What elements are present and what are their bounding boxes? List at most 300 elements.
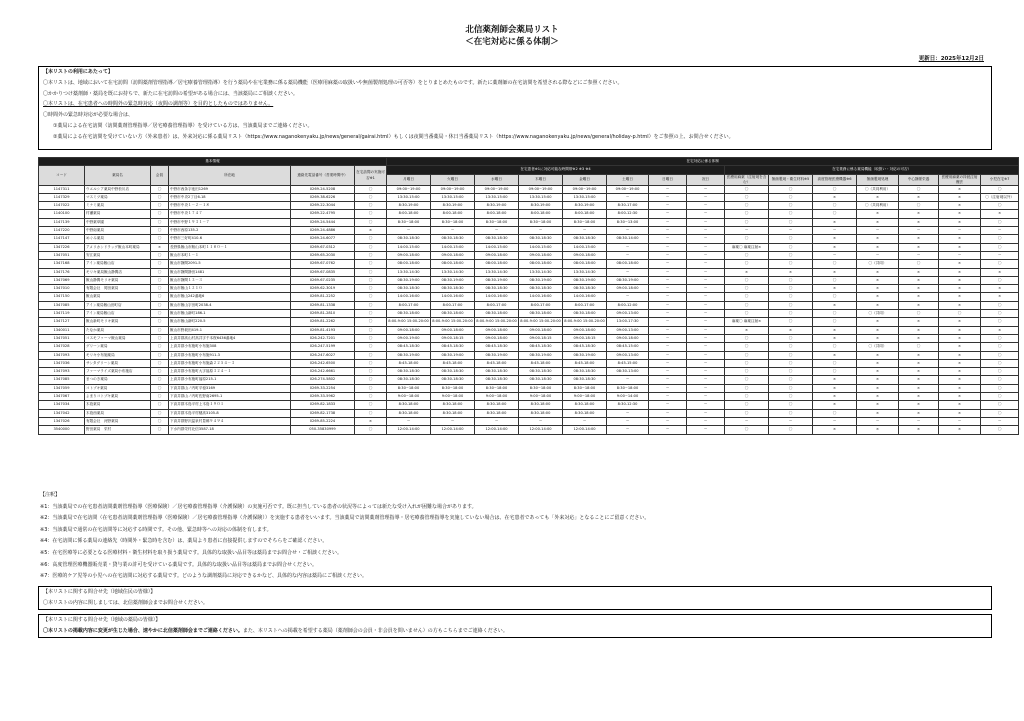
- table-cell: 8:30-18:00: [475, 409, 519, 417]
- table-cell: 8:45-18:00: [387, 359, 431, 367]
- table-cell: 〇: [355, 334, 387, 342]
- table-cell: 〇: [725, 343, 769, 351]
- table-cell: 8:00-9:00 15:00-20:00: [431, 318, 475, 326]
- table-cell: 下高井郡山ノ内町佐野南2695-1: [169, 393, 291, 401]
- table-cell: ー: [649, 251, 687, 259]
- table-cell: ー: [607, 193, 649, 201]
- table-cell: 上高井郡小布施町小布施308: [169, 343, 291, 351]
- table-cell: グリーン薬局: [85, 343, 151, 351]
- table-cell: 8:30-18:00: [387, 401, 431, 409]
- table-cell: 08:30-19:00: [475, 351, 519, 359]
- table-cell: ×: [899, 193, 939, 201]
- table-cell: 0269-62-3019: [291, 285, 355, 293]
- table-cell: 飯山市飯山字田町2038-4: [169, 301, 291, 309]
- table-cell: 〇: [725, 384, 769, 392]
- table-cell: 9:00~14:00: [607, 393, 649, 401]
- table-cell: 8:30-18:00: [519, 409, 563, 417]
- table-cell: 〇: [981, 343, 1019, 351]
- table-cell: 1140100: [39, 210, 85, 218]
- table-cell: ー: [649, 227, 687, 235]
- table-cell: ー: [687, 210, 725, 218]
- table-cell: ×: [813, 235, 857, 243]
- table-cell: 〇: [981, 393, 1019, 401]
- table-cell: ー: [813, 251, 857, 259]
- table-cell: 8:45-18:00: [519, 359, 563, 367]
- table-cell: 09:00-18:00: [607, 334, 649, 342]
- table-cell: 〇: [981, 276, 1019, 284]
- table-cell: 中野市中央2丁目6-18: [169, 193, 291, 201]
- table-cell: 〇: [769, 235, 813, 243]
- table-cell: ×: [939, 268, 981, 276]
- notes-heading: 【注釈】: [40, 492, 61, 498]
- table-cell: 〇: [981, 359, 1019, 367]
- table-row: [39, 285, 1019, 293]
- table-cell: 08:45-18:30: [475, 343, 519, 351]
- table-cell: 〇: [813, 202, 857, 210]
- table-cell: ー: [649, 359, 687, 367]
- table-row: [39, 235, 1019, 243]
- table-cell: ー: [687, 235, 725, 243]
- table-cell: 〇: [151, 301, 169, 309]
- table-cell: 1340011: [39, 326, 85, 334]
- table-cell: 〇: [769, 426, 813, 434]
- table-cell: ー: [563, 417, 607, 425]
- header-member: 会員: [151, 166, 169, 185]
- table-cell: 〇: [725, 260, 769, 268]
- table-row: [39, 243, 1019, 251]
- table-cell: 0269-67-0762: [291, 260, 355, 268]
- table-cell: まつのき薬局: [85, 376, 151, 384]
- table-cell: ー: [687, 318, 725, 326]
- table-cell: ー: [687, 268, 725, 276]
- table-cell: 〇: [769, 285, 813, 293]
- table-cell: ×: [813, 218, 857, 226]
- table-cell: 9:00~18:00: [519, 393, 563, 401]
- table-cell: 08:30-19:00: [519, 351, 563, 359]
- table-cell: 08:30-18:30: [475, 235, 519, 243]
- table-cell: 上高井郡小布施町小布施森２２５４－３: [169, 359, 291, 367]
- table-cell: ー: [431, 417, 475, 425]
- table-cell: 13:30-15:00: [431, 193, 475, 201]
- table-cell: ー: [687, 218, 725, 226]
- table-cell: ×: [813, 301, 857, 309]
- table-cell: 〇（共同利用）: [857, 202, 899, 210]
- table-cell: ー: [981, 417, 1019, 425]
- table-cell: モリキ薬局飯山静間店: [85, 268, 151, 276]
- table-cell: ×: [939, 318, 981, 326]
- table-cell: 08:00-18:00: [563, 260, 607, 268]
- table-cell: ×: [899, 243, 939, 251]
- table-cell: 08:30-19:00: [387, 276, 431, 284]
- table-cell: 09:00-19:00: [387, 334, 431, 342]
- table-cell: ×: [939, 210, 981, 218]
- table-cell: 0269-67-0312: [291, 243, 355, 251]
- table-cell: ×: [899, 235, 939, 243]
- table-cell: ×: [939, 343, 981, 351]
- table-cell: 08:30-18:30: [563, 376, 607, 384]
- table-cell: 中野市西原135-2: [169, 227, 291, 235]
- table-cell: 09:00~19:00: [519, 185, 563, 193]
- table-cell: 飯山市野坂田419-1: [169, 326, 291, 334]
- table-cell: 〇: [981, 301, 1019, 309]
- header-address: 所在地: [169, 166, 291, 185]
- table-cell: ー: [939, 227, 981, 235]
- table-cell: ×: [939, 401, 981, 409]
- table-cell: 〇: [725, 235, 769, 243]
- table-cell: 0269-67-0235: [291, 276, 355, 284]
- table-cell: 8:00-9:00 15:00-20:00: [387, 318, 431, 326]
- table-cell: ー: [607, 268, 649, 276]
- table-cell: ー: [649, 384, 687, 392]
- table-cell: 8:00-9:00 15:00-20:00: [563, 318, 607, 326]
- table-row: [39, 359, 1019, 367]
- table-cell: 〇: [981, 218, 1019, 226]
- table-cell: 8:45-15:00: [607, 359, 649, 367]
- contact-residents-box: [38, 586, 992, 610]
- table-cell: 〇: [355, 210, 387, 218]
- table-cell: ×: [939, 351, 981, 359]
- table-cell: 9:00~18:00: [475, 393, 519, 401]
- table-cell: 〇: [981, 243, 1019, 251]
- table-cell: 08:30-18:30: [475, 285, 519, 293]
- table-cell: ー: [687, 409, 725, 417]
- table-cell: 8:00-18:00: [475, 210, 519, 218]
- table-cell: 〇: [725, 276, 769, 284]
- table-cell: 〇: [981, 376, 1019, 384]
- table-cell: 12:00-14:00: [431, 426, 475, 434]
- table-cell: ー: [687, 243, 725, 251]
- table-row: [39, 351, 1019, 359]
- table-cell: 08:00-18:00: [431, 260, 475, 268]
- note-item: ※6：高度管理医療機器販売業・貸与業の許可を受けている薬局です。具体的な取扱い品目等は薬局までお問合せください。: [40, 561, 317, 568]
- title-text: 北信薬剤師会薬局リスト: [465, 25, 559, 35]
- table-cell: 〇: [355, 351, 387, 359]
- table-cell: ×: [899, 268, 939, 276]
- table-cell: 8:00-18:00: [387, 210, 431, 218]
- table-cell: ×: [813, 285, 857, 293]
- table-cell: 中野市三好町410-6: [169, 235, 291, 243]
- table-cell: 13:30-14:30: [563, 268, 607, 276]
- table-cell: 1347042: [39, 409, 85, 417]
- table-cell: ×: [981, 293, 1019, 301]
- table-cell: マスミツ薬局: [85, 193, 151, 201]
- table-cell: 8:00-17:00: [431, 301, 475, 309]
- table-cell: 0269-81-4193: [291, 326, 355, 334]
- table-cell: ×: [857, 326, 899, 334]
- table-row: [39, 318, 1019, 326]
- table-cell: ー: [607, 243, 649, 251]
- table-cell: 0269-81-2252: [291, 293, 355, 301]
- table-cell: ー: [649, 268, 687, 276]
- table-cell: 8:30~18:00: [607, 384, 649, 392]
- table-cell: 1347069: [39, 276, 85, 284]
- table-cell: 08:30-19:00: [607, 276, 649, 284]
- table-cell: ×: [355, 227, 387, 235]
- table-cell: ×: [899, 351, 939, 359]
- table-cell: ー: [687, 401, 725, 409]
- table-cell: 08:30-19:00: [519, 276, 563, 284]
- table-cell: 〇: [981, 351, 1019, 359]
- table-cell: 8:00-18:00: [431, 210, 475, 218]
- table-cell: 〇: [151, 218, 169, 226]
- table-cell: ×: [813, 393, 857, 401]
- table-cell: ×: [899, 218, 939, 226]
- table-cell: 〇: [725, 334, 769, 342]
- table-cell: 09:00-18:00: [519, 326, 563, 334]
- note-item: ※7：医療的ケア児等の小児への在宅訪問に対応する薬局です。どのような調剤薬局に対応できるかなど、具体的な内容は薬局にご相談ください。: [40, 573, 367, 580]
- table-cell: 09:00-18:00: [431, 251, 475, 259]
- table-cell: ー: [519, 417, 563, 425]
- table-cell: ー: [649, 426, 687, 434]
- table-cell: 08:45-18:30: [387, 343, 431, 351]
- table-cell: 〇: [769, 310, 813, 318]
- table-cell: 8:30-19:00: [563, 202, 607, 210]
- intro-box: [38, 66, 992, 150]
- pharmacy-table: [38, 157, 1019, 435]
- table-cell: 〇: [151, 359, 169, 367]
- table-cell: 026-247-5199: [291, 343, 355, 351]
- table-cell: ×: [813, 326, 857, 334]
- table-cell: 飯山静間モリキ薬局: [85, 276, 151, 284]
- table-cell: 〇: [769, 218, 813, 226]
- header-name: 薬局名: [85, 166, 151, 185]
- table-cell: 1347127: [39, 318, 85, 326]
- table-cell: 〇: [725, 193, 769, 201]
- table-cell: 安江薬局: [85, 251, 151, 259]
- table-cell: ×: [899, 359, 939, 367]
- table-cell: 上高井郡高山村高井字千本桜6436番地4: [169, 334, 291, 342]
- intro-line: 〇かかりつけ薬剤師・薬局を既にお持ちで、新たに在宅訪問の希望がある場合には、当該薬局にご相談ください。: [43, 90, 298, 97]
- table-cell: 〇: [355, 285, 387, 293]
- table-cell: 〇（共同）: [857, 260, 899, 268]
- table-cell: ×: [899, 334, 939, 342]
- table-cell: 〇: [355, 393, 387, 401]
- table-cell: ー: [687, 368, 725, 376]
- table-cell: 0269-81-2262: [291, 318, 355, 326]
- table-cell: ー: [649, 343, 687, 351]
- table-cell: 8:30~18:00: [475, 384, 519, 392]
- table-cell: 08:30-18:30: [519, 368, 563, 376]
- table-cell: ー: [649, 318, 687, 326]
- table-cell: 08:30-18:00: [563, 310, 607, 318]
- table-cell: ×: [939, 293, 981, 301]
- table-cell: コトブキ薬局: [85, 384, 151, 392]
- table-cell: 0269-24-5444: [291, 218, 355, 226]
- table-cell: ー: [649, 368, 687, 376]
- table-cell: ×: [899, 318, 939, 326]
- table-cell: 8:00-9:00 15:00-20:00: [519, 318, 563, 326]
- table-cell: 1347085: [39, 301, 85, 309]
- table-cell: 8:45-18:00: [563, 359, 607, 367]
- table-cell: ×: [857, 426, 899, 434]
- table-cell: 8:00-17:00: [563, 301, 607, 309]
- table-cell: 〇: [151, 310, 169, 318]
- table-row: [39, 409, 1019, 417]
- table-cell: ×: [939, 185, 981, 193]
- table-cell: ×: [899, 368, 939, 376]
- table-cell: 08:30-19:00: [431, 351, 475, 359]
- table-cell: 〇: [769, 276, 813, 284]
- table-cell: 上高井郡小布施町小布施911-3: [169, 351, 291, 359]
- table-cell: 08:30-18:30: [387, 285, 431, 293]
- table-cell: 13:30-14:30: [519, 268, 563, 276]
- intro-heading: 【本リストの利用にあたって】: [43, 69, 113, 75]
- table-cell: 08:30-14:00: [607, 235, 649, 243]
- table-cell: 下水内郡栄村北信3587-18: [169, 426, 291, 434]
- table-cell: 下高井郡木島平村穂高3105-8: [169, 409, 291, 417]
- table-cell: 〇: [725, 251, 769, 259]
- table-cell: ー: [649, 401, 687, 409]
- table-cell: 8:30-19:00: [519, 202, 563, 210]
- table-cell: 〇: [981, 235, 1019, 243]
- table-cell: ー: [687, 393, 725, 401]
- table-row: [39, 210, 1019, 218]
- table-cell: 09:00-18:00: [563, 326, 607, 334]
- table-cell: 〇: [355, 202, 387, 210]
- table-cell: 0269-33-5962: [291, 393, 355, 401]
- table-cell: 〇: [981, 318, 1019, 326]
- table-cell: 08:30-19:00: [563, 351, 607, 359]
- table-cell: よまりコトブキ薬局: [85, 393, 151, 401]
- table-cell: ー: [649, 351, 687, 359]
- table-cell: 08:30-18:30: [431, 376, 475, 384]
- table-cell: 08:30-18:30: [519, 376, 563, 384]
- table-cell: 8:30-18:00: [387, 409, 431, 417]
- table-cell: ×: [939, 393, 981, 401]
- table-cell: ー: [813, 227, 857, 235]
- table-cell: 8:30-18:00: [475, 401, 519, 409]
- table-cell: 〇: [355, 426, 387, 434]
- table-cell: ×: [857, 293, 899, 301]
- table-cell: ー: [725, 417, 769, 425]
- table-cell: ー: [687, 251, 725, 259]
- table-cell: 〇: [355, 376, 387, 384]
- header-function: 中心静脈栄養: [899, 174, 939, 185]
- contact-pharmacies-bold: 〇本リストの掲載内容に変更が生じた場合、速やかに北信薬剤師会までご連絡ください。: [43, 627, 243, 634]
- table-cell: ×: [857, 301, 899, 309]
- table-cell: ー: [649, 285, 687, 293]
- table-cell: 08:30-18:30: [519, 285, 563, 293]
- table-cell: ー: [687, 343, 725, 351]
- table-cell: 8:00-12:00: [607, 301, 649, 309]
- table-cell: 〇: [725, 426, 769, 434]
- header-function: 小児在宅※7: [981, 174, 1019, 185]
- table-cell: 〇: [151, 384, 169, 392]
- table-cell: ー: [899, 417, 939, 425]
- table-cell: 08:30-19:00: [387, 351, 431, 359]
- table-cell: 〇: [981, 384, 1019, 392]
- table-cell: 飯山薬局: [85, 293, 151, 301]
- table-cell: 8:00-12:30: [607, 210, 649, 218]
- table-row: [39, 401, 1019, 409]
- table-cell: ー: [687, 426, 725, 434]
- table-row: [39, 260, 1019, 268]
- note-item: ※5：在宅医療等に必要となる医療材料・衛生材料を取り扱う薬局です。具体的な取扱い品目等は薬局までお問合せ・ご相談ください。: [40, 549, 342, 556]
- table-cell: 1347051: [39, 334, 85, 342]
- table-cell: ー: [687, 276, 725, 284]
- table-cell: 〇: [151, 285, 169, 293]
- table-cell: 〇: [151, 401, 169, 409]
- table-cell: 1347119: [39, 310, 85, 318]
- table-cell: 9:00~18:00: [431, 393, 475, 401]
- table-cell: ー: [899, 227, 939, 235]
- table-cell: 〇: [725, 376, 769, 384]
- table-cell: 1347176: [39, 268, 85, 276]
- table-cell: 1347168: [39, 260, 85, 268]
- table-cell: 〇: [769, 193, 813, 201]
- table-cell: 〇: [151, 185, 169, 193]
- table-cell: 飯山市飯山新町220-5: [169, 318, 291, 326]
- table-cell: ×: [939, 193, 981, 201]
- table-cell: 08:45-18:30: [563, 343, 607, 351]
- table-cell: 〇: [355, 343, 387, 351]
- table-cell: ×: [939, 202, 981, 210]
- document-title: [0, 24, 1024, 48]
- table-cell: 13:00-17:30: [607, 318, 649, 326]
- table-cell: ×: [857, 409, 899, 417]
- table-cell: 12:00-14:00: [519, 426, 563, 434]
- table-cell: ×: [857, 376, 899, 384]
- table-cell: ー: [687, 384, 725, 392]
- table-cell: 〇: [151, 426, 169, 434]
- table-cell: 〇: [813, 260, 857, 268]
- table-cell: 〇: [355, 368, 387, 376]
- table-cell: 〇: [813, 210, 857, 218]
- header-function: 医療用麻薬（注射剤を含む）: [725, 174, 769, 185]
- table-cell: ×: [813, 268, 857, 276]
- table-cell: ー: [519, 227, 563, 235]
- table-cell: ×: [899, 384, 939, 392]
- table-cell: 〇: [769, 251, 813, 259]
- table-cell: 〇: [725, 409, 769, 417]
- table-cell: 8:00-9:00 15:00-20:00: [475, 318, 519, 326]
- table-cell: 〇: [151, 276, 169, 284]
- table-cell: ×: [857, 268, 899, 276]
- table-cell: 〇: [355, 409, 387, 417]
- table-cell: ー: [649, 193, 687, 201]
- table-cell: 14:00-16:00: [431, 293, 475, 301]
- table-cell: 飯山市本町１－１: [169, 251, 291, 259]
- table-cell: 〇: [355, 310, 387, 318]
- intro-line: ②薬局による在宅訪問を受けていない方（外来患者）は、外来対応に係る薬局リスト（https://www.naganokenyaku.jp/news/general/gairai.html）もしくは夜間当番薬局・休日当番薬局リスト（https://www.naganokenyaku.jp/news/general/holiday-p.html）をご参照の上、お問合せください。: [53, 133, 734, 140]
- table-row: [39, 368, 1019, 376]
- table-cell: ー: [981, 251, 1019, 259]
- table-cell: ー: [649, 185, 687, 193]
- table-cell: 08:30-18:30: [563, 235, 607, 243]
- table-cell: ×: [857, 351, 899, 359]
- table-cell: 8:00-17:00: [387, 301, 431, 309]
- table-cell: 08:30-18:30: [387, 368, 431, 376]
- intro-line: ①薬局による在宅訪問（訪問薬剤管理指導／居宅療養管理指導）を受けている方は、当該薬局までご連絡ください。: [53, 122, 313, 129]
- intro-line: 〇本リストは、地域において在宅訪問（訪問薬剤管理指導／居宅療養管理指導）を行う薬局や在宅業務に係る薬局機能（医療用麻薬の取扱いや無菌製剤処理の可否等）をとりまとめたものです。新たに薬剤師の在宅訪問を希望される際などにご参照ください。: [43, 79, 623, 86]
- table-cell: ×: [151, 243, 169, 251]
- table-cell: 飯山市静間静田1481: [169, 268, 291, 276]
- table-cell: 長野県飯山市飯山本町１１８０－１: [169, 243, 291, 251]
- table-cell: 8:30~18:00: [387, 218, 431, 226]
- table-cell: ×: [939, 326, 981, 334]
- table-cell: ×: [857, 193, 899, 201]
- table-cell: 0269-67-0835: [291, 268, 355, 276]
- table-cell: ー: [769, 227, 813, 235]
- table-cell: 〇: [151, 368, 169, 376]
- note-item: ※3：当該薬局で通常の在宅訪問等に対応する時間です。その他、緊急時等への対応の体制を有します。: [40, 526, 272, 533]
- table-cell: 1347026: [39, 417, 85, 425]
- table-cell: 〇: [769, 210, 813, 218]
- table-cell: ー: [687, 227, 725, 235]
- table-cell: 14:00-15:00: [431, 243, 475, 251]
- table-cell: 麻薬〇 麻薬注射×: [725, 243, 769, 251]
- table-cell: ー: [687, 293, 725, 301]
